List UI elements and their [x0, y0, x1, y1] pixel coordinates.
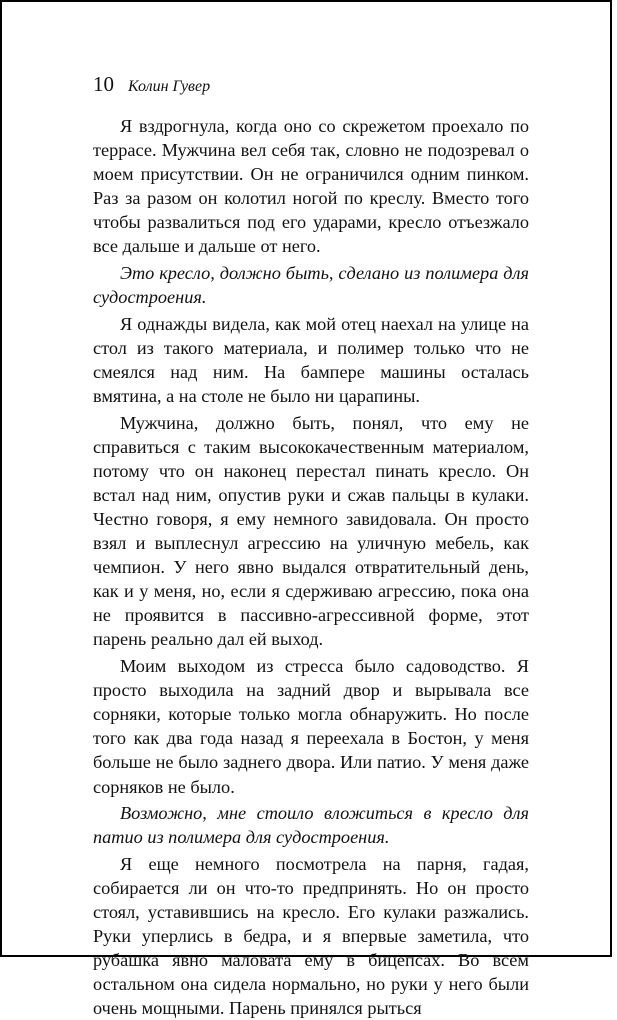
page-number: 10: [93, 72, 114, 96]
paragraph-italic: Это кресло, должно быть, сделано из полимера для судостроения.: [93, 263, 529, 308]
author-name: Колин Гувер: [128, 78, 211, 95]
paragraph: Мужчина, должно быть, понял, что ему не справиться с таким высококачественным материалом, потому что он наконец перестал пинать кресло. Он встал над ним, опустив руки и сжав пальцы в кулаки. Честно говоря, я ему немного завидовала. Он просто взял и выплеснул агрессию на уличную мебель, как чемпион. У него явно выдался отвратительный день, как и у меня, но, если я сдерживаю агрессию, пока она не проявится в пассивно-агрессивной форме, этот парень реально дал ей выход.: [93, 412, 529, 650]
paragraph-italic: Возможно, мне стоило вложиться в кресло для патио из полимера для судостроения.: [93, 803, 529, 848]
body-text: [93, 114, 529, 1020]
paragraph: Я однажды видела, как мой отец наехал на улице на стол из такого материала, и полимер только что не смеялся над ним. На бампере машины осталась вмятина, а на столе не было ни царапины.: [93, 313, 529, 407]
paragraph: Моим выходом из стресса было садоводство. Я просто выходила на задний двор и вырывала все сорняки, которые только могла обнаружить. Но после того как два года назад я переехала в Бостон, у меня больше не было заднего двора. Или патио. У меня даже сорняков не было.: [93, 656, 529, 797]
paragraph: Я еще немного посмотрела на парня, гадая, собирается ли он что-то предпринять. Но он просто стоял, уставившись на кресло. Его кулаки разжались. Руки уперлись в бедра, и я впервые заметила, что рубашка явно маловата ему в бицепсах. Во всем остальном она сидела нормально, но руки у него были очень мощными. Парень принялся рыться: [93, 853, 529, 1019]
paragraph: Я вздрогнула, когда оно со скрежетом проехало по террасе. Мужчина вел себя так, словно не подозревал о моем присутствии. Он не ограничился одним пинком. Раз за разом он колотил ногой по креслу. Вместо того чтобы развалиться под его ударами, кресло отъезжало все дальше и дальше от него.: [93, 116, 529, 257]
running-header: [93, 72, 210, 97]
